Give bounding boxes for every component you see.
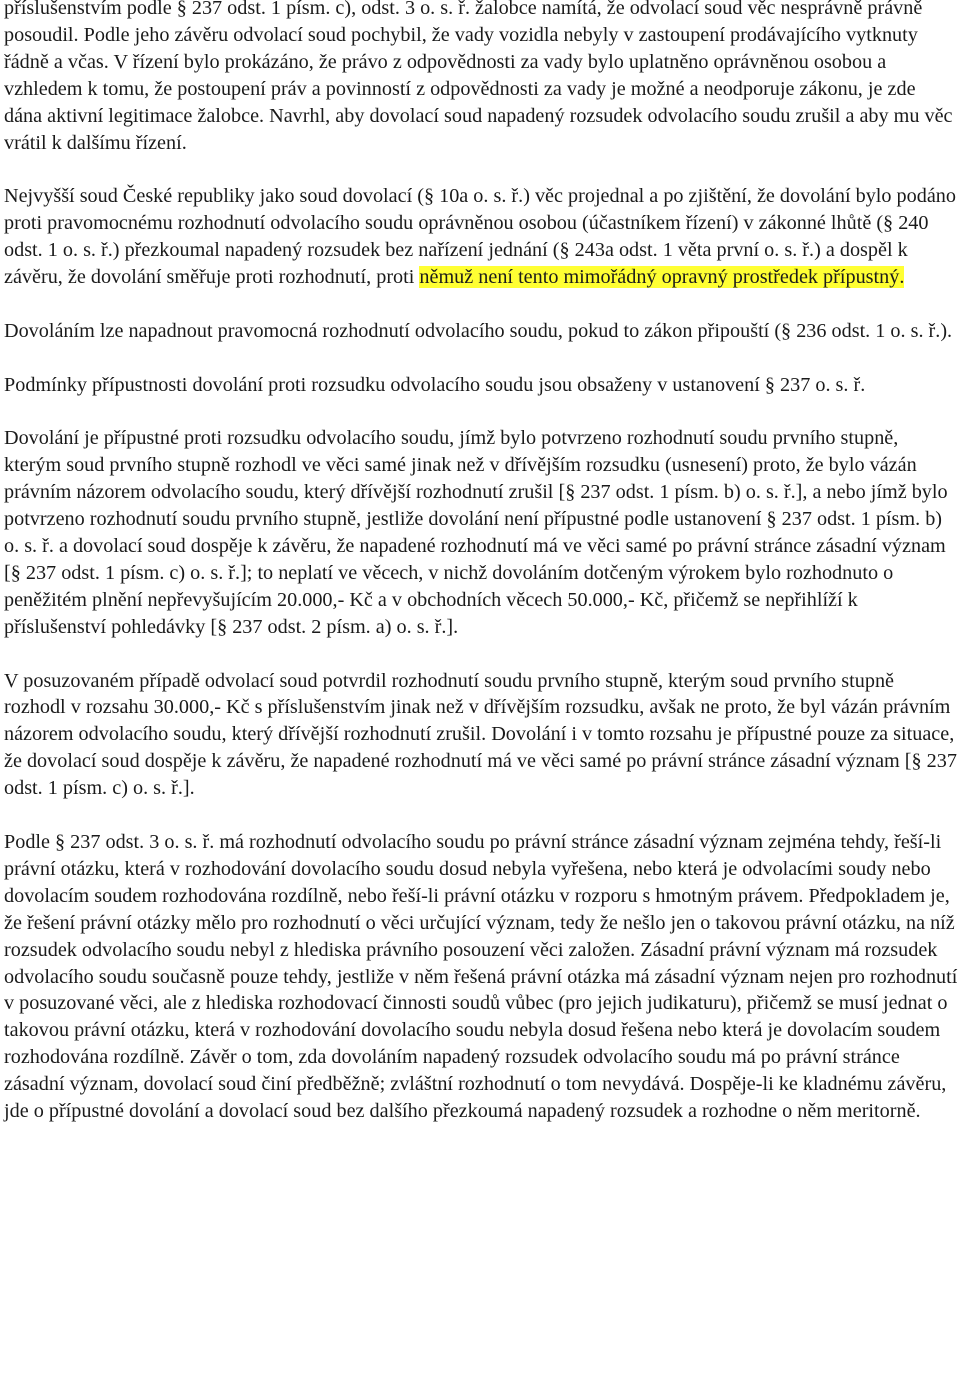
paragraph-4 [4,372,958,399]
paragraph-1-text: příslušenstvím podle § 237 odst. 1 písm. c), odst. 3 o. s. ř. žalobce namítá, že odvolací soud věc nesprávně právně posoudil. Podle jeho závěru odvolací soud pochybil, že vady vozidla nebyly v zastoupení prodávajícího vytknuty řádně a včas. V řízení bylo prokázáno, že právo z odpovědnosti za vady bylo uplatněno oprávněnou osobou a vzhledem k tomu, že postoupení práv a povinností z odpovědnosti za vady je možné a neodporuje zákonu, je zde dána aktivní legitimace žalobce. Navrhl, aby dovolací soud napadený rozsudek odvolacího soudu zrušil a aby mu věc vrátil k dalšímu řízení. [4,0,953,154]
highlighted-text: němuž není tento mimořádný opravný prostředek přípustný. [419,266,905,289]
paragraph-4-text: Podmínky přípustnosti dovolání proti rozsudku odvolacího soudu jsou obsaženy v ustanovení § 237 o. s. ř. [4,373,866,396]
paragraph-7-text: Podle § 237 odst. 3 o. s. ř. má rozhodnutí odvolacího soudu po právní stránce zásadní význam zejména tehdy, řeší-li právní otázku, která v rozhodování dovolacího soudu dosud nebyla vyřešena, nebo která je odvolacími soudy nebo dovolacím soudem rozhodována rozdílně, nebo řeší-li právní otázku v rozporu s hmotným právem. Předpokladem je, že řešení právní otázky mělo pro rozhodnutí o věci určující význam, tedy že nešlo jen o takovou právní otázku, na níž rozsudek odvolacího soudu nebyl z hlediska právního posouzení věci založen. Zásadní právní význam má rozsudek odvolacího soudu současně pouze tehdy, jestliže v něm řešená právní otázka má zásadní význam nejen pro rozhodnutí v posuzované věci, ale z hlediska rozhodovací činnosti soudů vůbec (pro jejich judikaturu), přičemž se musí jednat o takovou právní otázku, která v rozhodování dovolacího soudu nebyla dosud řešena nebo která je dovolacím soudem rozhodována rozdílně. Závěr o tom, zda dovoláním napadený rozsudek odvolacího soudu má po právní stránce zásadní význam, dovolací soud činí předběžně; zvláštní rozhodnutí o tom nevydává. Dospěje-li ke kladnému závěru, jde o přípustné dovolání a dovolací soud bez dalšího přezkoumá napadený rozsudek a rozhodne o něm meritorně. [4,831,958,1123]
paragraph-6-text: V posuzovaném případě odvolací soud potvrdil rozhodnutí soudu prvního stupně, kterým soud prvního stupně rozhodl v rozsahu 30.000,- Kč s příslušenstvím jinak než v dřívějším rozsudku, avšak ne proto, že byl vázán právním názorem odvolacího soudu, který dřívější rozhodnutí zrušil. Dovolání i v tomto rozsahu je přípustné pouze za situace, že dovolací soud dospěje k závěru, že napadené rozhodnutí má ve věci samé po právní stránce zásadní význam [§ 237 odst. 1 písm. c) o. s. ř.]. [4,669,957,800]
document-page [4,0,958,1125]
paragraph-2-text: Nejvyšší soud České republiky jako soud dovolací (§ 10a o. s. ř.) věc projednal a po zjištění, že dovolání bylo podáno proti pravomocnému rozhodnutí odvolacího soudu oprávněnou osobou (účastníkem řízení) v zákonné lhůtě (§ 240 odst. 1 o. s. ř.) přezkoumal napadený rozsudek bez nařízení jednání (§ 243a odst. 1 věta první o. s. ř.) a dospěl k závěru, že dovolání směřuje proti rozhodnutí, proti [4,185,956,289]
paragraph-3-text: Dovoláním lze napadnout pravomocná rozhodnutí odvolacího soudu, pokud to zákon připouští (§ 236 odst. 1 o. s. ř.). [4,319,953,342]
paragraph-7 [4,829,958,1125]
paragraph-2 [4,183,958,291]
paragraph-6 [4,668,958,803]
paragraph-5-text: Dovolání je přípustné proti rozsudku odvolacího soudu, jímž bylo potvrzeno rozhodnutí soudu prvního stupně, kterým soud prvního stupně rozhodl ve věci samé jinak než v dřívějším rozsudku (usnesení) proto, že bylo vázán právním názorem odvolacího soudu, který dřívější rozhodnutí zrušil [§ 237 odst. 1 písm. b) o. s. ř.], a nebo jímž bylo potvrzeno rozhodnutí soudu prvního stupně, jestliže dovolání není přípustné podle ustanovení § 237 odst. 1 písm. b) o. s. ř. a dovolací soud dospěje k závěru, že napadené rozhodnutí má ve věci samé po právní stránce zásadní význam [§ 237 odst. 1 písm. c) o. s. ř.]; to neplatí ve věcech, v nichž dovoláním dotčeným výrokem bylo rozhodnuto o peněžitém plnění nepřevyšujícím 20.000,- Kč a v obchodních věcech 50.000,- Kč, přičemž se nepřihlíží k příslušenství pohledávky [§ 237 odst. 2 písm. a) o. s. ř.]. [4,427,948,638]
paragraph-3 [4,318,958,345]
paragraph-1 [4,0,958,156]
paragraph-5 [4,425,958,640]
